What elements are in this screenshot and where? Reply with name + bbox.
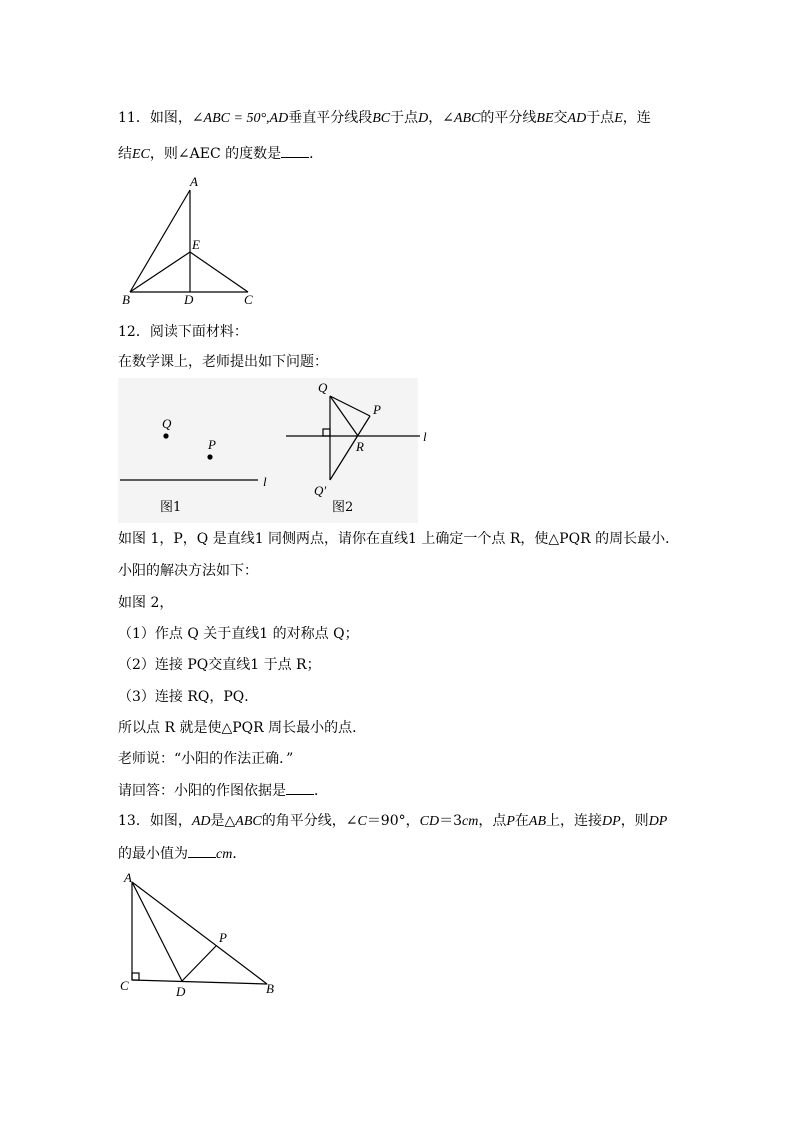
math-text: AB — [528, 814, 547, 829]
segment-cb — [132, 980, 267, 984]
math-text: ∠ABC — [442, 111, 481, 126]
text: 是△ — [210, 813, 236, 829]
q12-intro: 在数学课上，老师提出如下问题： — [118, 354, 328, 370]
math-text: CD — [419, 814, 440, 829]
segment-dp — [182, 946, 216, 981]
point-p — [207, 454, 212, 459]
q11-line-1 — [118, 108, 651, 129]
math-text: BE — [536, 111, 554, 126]
q12-step-3: （3）连接 RQ，PQ． — [118, 689, 259, 705]
segment-be — [130, 252, 190, 292]
math-text: P — [506, 814, 515, 829]
q12-problem: 如图 1，P，Q 是直线1 同侧两点，请你在直线1 上确定一个点 R，使△PQR 的周长最小． — [118, 531, 680, 547]
math-text: cm — [216, 847, 233, 862]
answer-blank[interactable] — [286, 780, 314, 795]
q11-figure — [110, 170, 270, 310]
label-d: D — [176, 984, 186, 999]
right-angle-mark — [132, 973, 139, 980]
q12-step-2: （2）连接 PQ交直线1 于点 R； — [118, 657, 321, 673]
label-q: Q — [318, 380, 328, 395]
math-text: DP — [602, 814, 621, 829]
label-l: l — [423, 429, 427, 444]
text: ． — [314, 783, 328, 799]
math-text: DP — [648, 814, 668, 829]
math-text: BC — [372, 111, 391, 126]
text: 的角平分线， — [261, 813, 346, 829]
text: 的最小值为 — [118, 846, 188, 862]
label-b: B — [122, 292, 130, 307]
q12-title: 12．阅读下面材料： — [118, 324, 248, 340]
math-text: AD — [191, 814, 211, 829]
q11-number: 11．如图， — [118, 110, 192, 126]
label-p: P — [373, 402, 381, 417]
answer-blank[interactable] — [188, 843, 216, 858]
math-text: ∠ABC = 50°,AD — [191, 111, 289, 126]
segment-ad — [132, 882, 182, 981]
label-c: C — [244, 292, 253, 307]
q13-line-1 — [118, 811, 667, 832]
label-c: C — [120, 978, 129, 993]
math-text: cm — [462, 814, 479, 829]
math-text: D — [418, 111, 429, 126]
label-p: P — [219, 930, 227, 945]
math-text: ABC — [235, 814, 262, 829]
q12-conclusion: 所以点 R 就是使△PQR 周长最小的点． — [118, 720, 367, 736]
segment-ec — [190, 252, 248, 292]
text: 上，连接 — [546, 813, 603, 829]
text: ，则 — [620, 813, 649, 829]
q12-fig-ref: 如图 2， — [118, 595, 174, 611]
text: 请回答：小阳的作图依据是 — [118, 783, 286, 799]
math-text: AD — [567, 111, 587, 126]
text: 的平分线 — [480, 110, 537, 126]
text: ＝90°， — [366, 813, 420, 829]
label-a: A — [190, 174, 198, 189]
math-text: EC — [132, 147, 150, 162]
label-p: P — [208, 437, 216, 452]
q12-question — [118, 780, 328, 801]
caption-fig2: 图2 — [332, 500, 354, 515]
segment-ab — [132, 882, 267, 984]
q11-line-2 — [118, 143, 323, 165]
q13-line-2 — [118, 843, 246, 865]
text: ，则∠AEC 的度数是 — [149, 146, 282, 162]
label-a: A — [124, 870, 132, 885]
label-q: Q — [162, 416, 172, 431]
q12-method: 小阳的解决方法如下： — [118, 563, 258, 579]
caption-fig1: 图1 — [160, 500, 182, 515]
text: ，点 — [478, 813, 507, 829]
text: 交 — [553, 110, 568, 126]
text: 于点 — [586, 110, 615, 126]
label-l: l — [263, 474, 267, 489]
label-b: B — [266, 981, 274, 996]
label-q-prime: Q′ — [314, 483, 327, 498]
text: ，连 — [622, 110, 651, 126]
text: 于点 — [390, 110, 419, 126]
text: 结 — [118, 146, 132, 162]
label-e: E — [192, 237, 200, 252]
text: ． — [309, 146, 324, 162]
point-q — [163, 433, 168, 438]
text: 在 — [514, 813, 529, 829]
math-text: ∠C — [345, 814, 367, 829]
q13-number: 13．如图， — [118, 813, 192, 829]
text: ． — [232, 846, 247, 862]
text: ＝3 — [439, 813, 463, 829]
segment-ab — [130, 190, 190, 292]
text: 垂直平分线段 — [288, 110, 373, 126]
math-text: E — [614, 111, 623, 126]
q13-figure — [112, 868, 292, 1003]
q12-step-1: （1）作点 Q 关于直线1 的对称点 Q； — [118, 626, 359, 642]
label-d: D — [184, 292, 194, 307]
text: ， — [428, 110, 443, 126]
q12-figures — [118, 378, 427, 523]
label-r: R — [356, 439, 364, 454]
q12-teacher: 老师说：“小阳的作法正确．” — [118, 751, 294, 767]
answer-blank[interactable] — [281, 143, 309, 158]
